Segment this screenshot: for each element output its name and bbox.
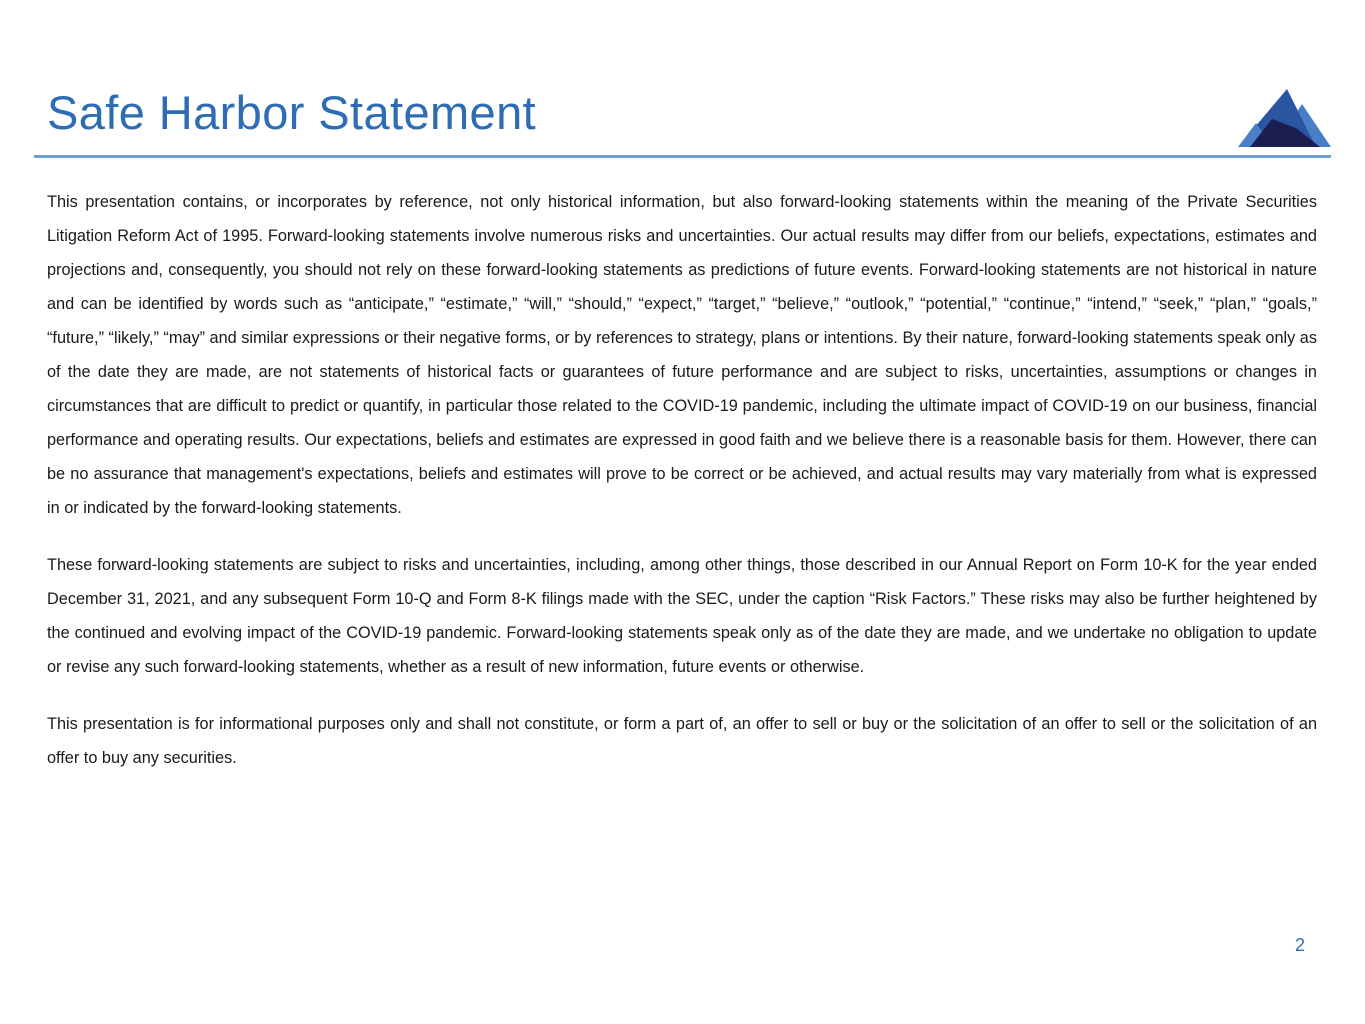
- paragraph-forward-looking: This presentation contains, or incorporates by reference, not only historical information, but also forward-looking statements within the meaning of the Private Securities Litigation Reform Act of 1995. Forward-looking statements involve numerous risks and uncertainties. Our actual results may differ from our beliefs, expectations, estimates and projections and, consequently, you should not rely on these forward-looking statements as predictions of future events. Forward-looking statements are not historical in nature and can be identified by words such as “anticipate,” “estimate,” “will,” “should,” “expect,” “target,” “believe,” “outlook,” “potential,” “continue,” “intend,” “seek,” “plan,” “goals,” “future,” “likely,” “may” and similar expressions or their negative forms, or by references to strategy, plans or intentions. By their nature, forward-looking statements speak only as of the date they are made, are not statements of historical facts or guarantees of future performance and are subject to risks, uncertainties, assumptions or changes in circumstances that are difficult to predict or quantify, in particular those related to the COVID-19 pandemic, including the ultimate impact of COVID-19 on our business, financial performance and operating results. Our expectations, beliefs and estimates are expressed in good faith and we believe there is a reasonable basis for them. However, there can be no assurance that management's expectations, beliefs and estimates will prove to be correct or be achieved, and actual results may vary materially from what is expressed in or indicated by the forward-looking statements.: [47, 193, 1317, 517]
- mountain-logo-icon: [1236, 88, 1332, 148]
- page-title: Safe Harbor Statement: [47, 86, 537, 139]
- paragraph-informational-purposes: This presentation is for informational purposes only and shall not constitute, or form a part of, an offer to sell or buy or the solicitation of an offer to sell or the solicitation of an offer to buy any securities.: [47, 715, 1317, 767]
- page-number: 2: [1294, 935, 1305, 955]
- title-divider: [34, 155, 1331, 158]
- safe-harbor-body: [47, 185, 1317, 798]
- paragraph-risk-factors: These forward-looking statements are subject to risks and uncertainties, including, among other things, those described in our Annual Report on Form 10-K for the year ended December 31, 2021, and any subsequent Form 10-Q and Form 8-K filings made with the SEC, under the caption “Risk Factors.” These risks may also be further heightened by the continued and evolving impact of the COVID-19 pandemic. Forward-looking statements speak only as of the date they are made, and we undertake no obligation to update or revise any such forward-looking statements, whether as a result of new information, future events or otherwise.: [47, 556, 1317, 676]
